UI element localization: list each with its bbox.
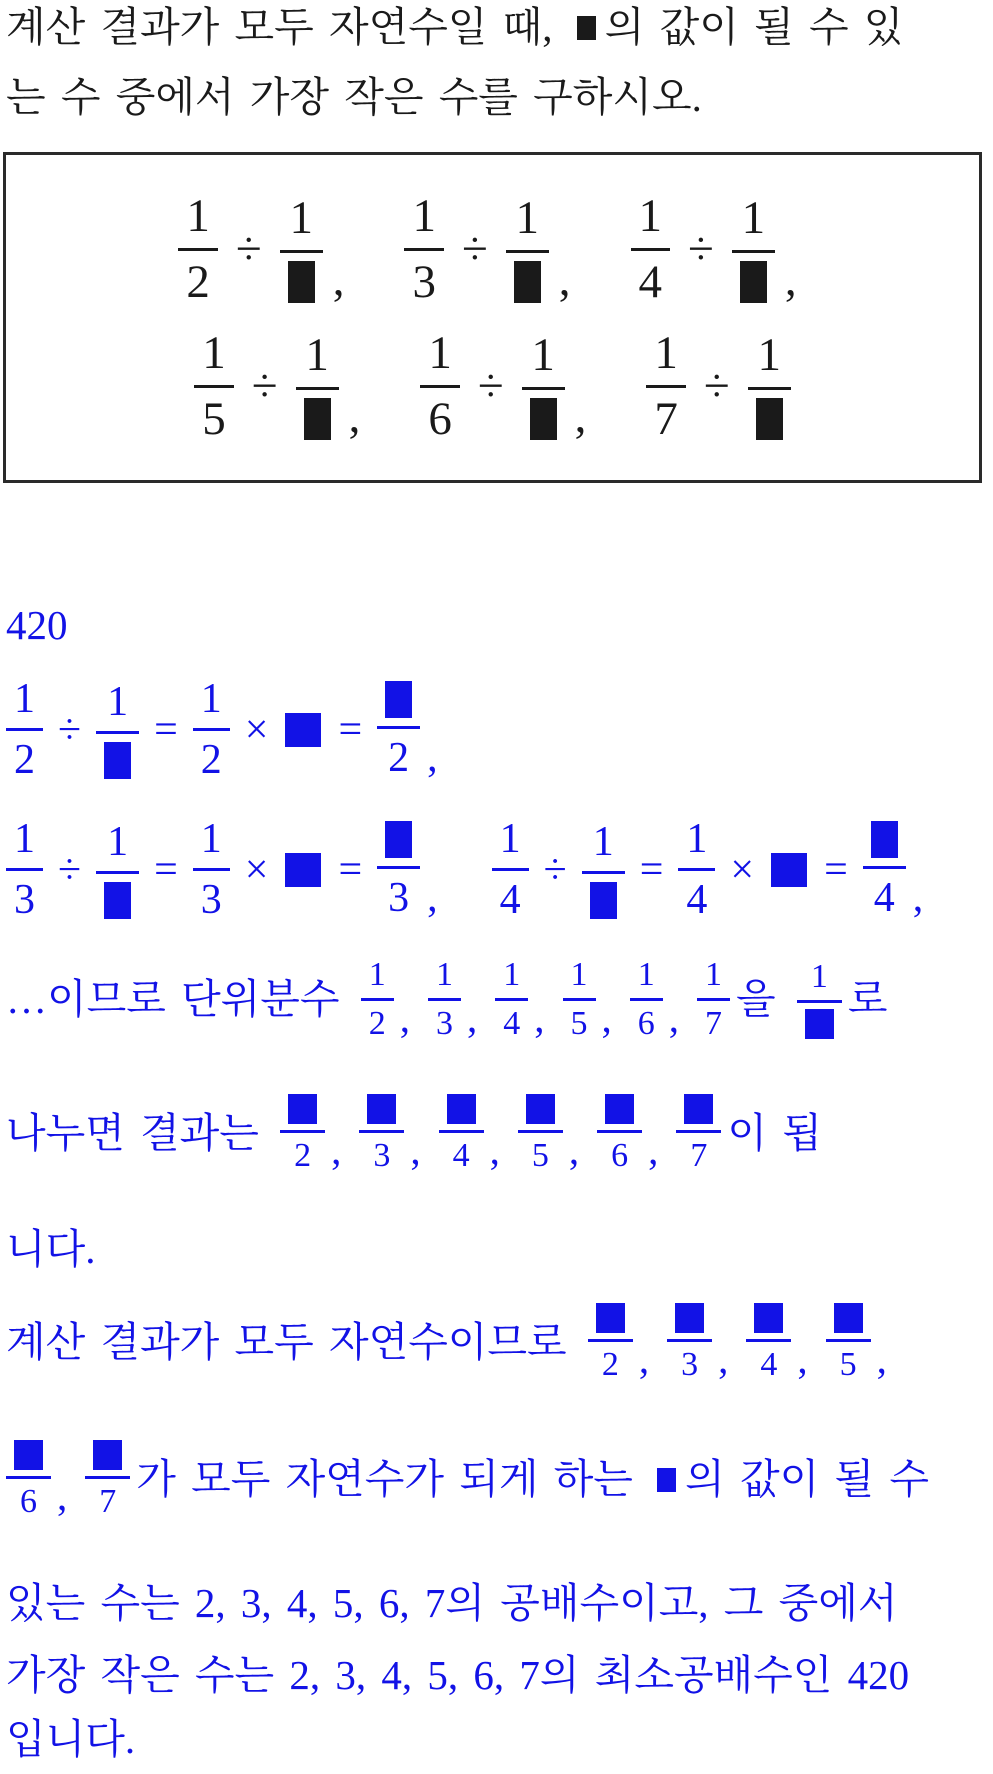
fraction-denominator: 2 <box>186 255 210 308</box>
filled-square <box>288 1094 317 1124</box>
divide-operator: ÷ <box>543 846 567 893</box>
fraction-numerator: 1 <box>654 326 678 379</box>
fraction <box>85 1440 130 1519</box>
solution-line-3 <box>6 1224 95 1275</box>
fraction-denominator <box>732 261 775 303</box>
comma: , <box>601 995 612 1041</box>
solution-text: 가장 작은 수는 2, 3, 4, 5, 6, 7의 최소공배수인 420 <box>6 1652 910 1698</box>
fraction <box>678 818 715 921</box>
equals-operator: = <box>338 846 363 893</box>
answer-value <box>6 600 68 651</box>
text-run: 의 값이 될 수 <box>685 1455 929 1502</box>
fraction-denominator: 3 <box>14 877 35 923</box>
fraction-bar <box>280 1130 325 1133</box>
fraction-denominator: 6 <box>611 1137 629 1174</box>
fraction-denominator: 7 <box>705 1005 722 1042</box>
filled-square <box>367 1094 396 1124</box>
fraction-numerator: 1 <box>200 676 222 722</box>
comma: , <box>427 735 438 781</box>
filled-square <box>590 882 617 919</box>
solution-equation-2 <box>6 818 933 921</box>
fraction-bar <box>194 385 234 388</box>
expression-row-1 <box>178 189 806 308</box>
fraction <box>96 678 139 779</box>
fraction-numerator <box>439 1094 484 1124</box>
fraction <box>377 821 420 919</box>
fraction-numerator: 1 <box>515 192 540 244</box>
fraction <box>748 329 791 440</box>
fraction-bar <box>678 868 715 871</box>
fraction-numerator: 1 <box>686 816 708 862</box>
fraction <box>667 1303 712 1382</box>
text-run: 로 <box>847 975 888 1022</box>
problem-line-1 <box>6 2 903 53</box>
fraction-denominator: 3 <box>681 1346 699 1383</box>
solution-line-7 <box>6 1650 909 1701</box>
solution-line-5 <box>6 1440 929 1519</box>
fraction-denominator <box>506 261 549 303</box>
fraction-bar <box>588 1339 633 1342</box>
fraction-numerator: 1 <box>202 326 226 379</box>
solution-equation-1 <box>6 678 448 781</box>
fraction-numerator: 1 <box>186 189 210 242</box>
fraction-bar <box>667 1339 712 1342</box>
comma: , <box>399 995 410 1041</box>
fraction-bar <box>746 1339 791 1342</box>
filled-square <box>104 882 131 919</box>
comma: , <box>668 995 679 1041</box>
spacer <box>606 386 636 387</box>
fraction-denominator: 4 <box>452 1137 470 1174</box>
fraction <box>522 329 565 440</box>
solution-text: 니다. <box>6 1226 96 1272</box>
equals-operator: = <box>154 846 178 893</box>
fraction-denominator: 3 <box>373 1137 391 1174</box>
fraction <box>439 1094 484 1173</box>
fraction-bar <box>280 250 323 253</box>
fraction-numerator <box>518 1094 563 1124</box>
fraction-denominator: 3 <box>388 874 410 921</box>
comma: , <box>427 875 438 921</box>
divide-operator: ÷ <box>688 222 714 275</box>
text-run: 나누면 결과는 <box>6 1109 275 1156</box>
comma: , <box>332 253 345 306</box>
fraction-numerator: 1 <box>107 818 129 865</box>
comma: , <box>568 1127 580 1173</box>
fraction <box>563 958 596 1041</box>
fraction-denominator: 2 <box>14 737 35 783</box>
fraction <box>732 192 775 303</box>
fraction <box>676 1094 721 1173</box>
expression-box <box>3 152 982 483</box>
fraction <box>96 818 139 919</box>
text-run: 계산 결과가 모두 자연수일 때, <box>6 4 568 50</box>
fraction <box>6 678 43 781</box>
fraction-numerator: 1 <box>368 956 386 993</box>
fraction-numerator: 1 <box>503 956 521 993</box>
fraction-numerator: 1 <box>637 956 655 993</box>
fraction <box>630 958 663 1041</box>
fraction <box>6 818 43 921</box>
fraction <box>361 958 394 1041</box>
fraction-bar <box>697 998 730 1001</box>
filled-square <box>385 821 412 858</box>
fraction-bar <box>96 731 139 734</box>
fraction <box>194 326 234 445</box>
comma: , <box>912 875 924 921</box>
fraction <box>746 1303 791 1382</box>
divide-operator: ÷ <box>703 359 730 412</box>
equals-operator: = <box>154 706 178 753</box>
fraction-numerator: 1 <box>757 329 781 381</box>
comma: , <box>410 1127 421 1173</box>
fraction <box>697 958 730 1041</box>
filled-square <box>104 742 131 779</box>
fraction <box>588 1303 633 1382</box>
filled-square <box>304 398 331 440</box>
fraction <box>178 189 218 308</box>
solution-text: 있는 수는 2, 3, 4, 5, 6, 7의 공배수이고, 그 중에서 <box>6 1580 898 1626</box>
comma: , <box>718 1336 729 1382</box>
fraction-denominator: 2 <box>200 737 222 783</box>
answer-text: 420 <box>6 602 68 648</box>
fraction-denominator <box>296 398 339 440</box>
filled-square <box>514 261 541 303</box>
text-run: 을 <box>736 975 791 1022</box>
fraction <box>193 818 230 921</box>
fraction-numerator: 1 <box>107 678 129 725</box>
fraction-denominator <box>522 398 565 440</box>
divide-operator: ÷ <box>58 846 82 893</box>
filled-square <box>740 261 767 303</box>
fraction-denominator: 5 <box>531 1137 549 1174</box>
fraction-numerator: 1 <box>289 192 313 244</box>
fraction-numerator: 1 <box>592 818 614 865</box>
comma: , <box>784 253 797 306</box>
text-run: 이 됩 <box>727 1109 822 1156</box>
equals-operator: = <box>639 846 664 893</box>
fraction-bar <box>495 998 528 1001</box>
fraction-numerator: 1 <box>570 956 588 993</box>
comma: , <box>489 1127 500 1173</box>
fraction-numerator <box>667 1303 712 1333</box>
equals-operator: = <box>824 846 848 893</box>
fraction-numerator <box>359 1094 404 1124</box>
fraction-bar <box>797 1000 842 1003</box>
fraction <box>404 189 444 308</box>
fraction <box>359 1094 404 1173</box>
fraction-bar <box>646 385 686 388</box>
equals-operator: = <box>338 706 363 753</box>
comma: , <box>558 253 571 306</box>
fraction-bar <box>506 250 549 253</box>
spacer <box>455 869 485 870</box>
fraction-bar <box>826 1339 871 1342</box>
fraction <box>193 678 230 781</box>
problem-text: 는 수 중에서 가장 작은 수를 구하시오. <box>6 74 702 120</box>
fraction-numerator <box>676 1094 721 1124</box>
filled-square <box>771 853 807 887</box>
fraction-denominator: 7 <box>654 392 678 445</box>
solution-line-2 <box>6 1094 822 1173</box>
fraction-numerator <box>863 821 906 858</box>
filled-square <box>834 1303 863 1333</box>
filled-square <box>285 853 321 887</box>
fraction-numerator <box>588 1303 633 1333</box>
multiply-operator: × <box>730 846 755 893</box>
fraction-numerator: 1 <box>200 816 222 862</box>
fraction-denominator <box>280 261 323 303</box>
fraction-denominator: 6 <box>637 1005 655 1042</box>
problem-line-2 <box>6 72 702 123</box>
fraction-bar <box>732 250 775 253</box>
fraction-bar <box>522 387 565 390</box>
filled-square <box>288 261 315 303</box>
fraction <box>863 821 906 919</box>
fraction-denominator: 4 <box>638 255 663 308</box>
fraction-bar <box>748 387 791 390</box>
fraction <box>280 1094 325 1173</box>
comma: , <box>534 995 545 1041</box>
filled-square <box>526 1094 555 1124</box>
fraction-bar <box>676 1130 721 1133</box>
fraction-bar <box>96 871 139 874</box>
fraction-bar <box>6 868 43 871</box>
fraction-denominator: 3 <box>436 1005 453 1042</box>
fraction-numerator <box>826 1303 871 1333</box>
text-run: 의 값이 될 수 있 <box>604 4 904 50</box>
comma: , <box>574 390 587 443</box>
fraction <box>495 958 528 1041</box>
fraction-numerator: 1 <box>638 189 663 242</box>
fraction <box>826 1303 871 1382</box>
fraction-denominator <box>96 742 139 779</box>
fraction-denominator: 7 <box>690 1137 708 1174</box>
fraction-bar <box>582 871 625 874</box>
fraction-numerator: 1 <box>428 326 452 379</box>
fraction-bar <box>420 385 460 388</box>
fraction-denominator: 5 <box>839 1346 857 1383</box>
fraction-denominator <box>797 1009 842 1039</box>
comma: , <box>331 1127 342 1173</box>
fraction-denominator <box>582 882 625 919</box>
divide-operator: ÷ <box>235 222 262 275</box>
fraction <box>428 958 461 1041</box>
fraction-denominator: 3 <box>200 877 222 923</box>
filled-square <box>754 1303 783 1333</box>
filled-square <box>285 713 321 747</box>
expression-row-2 <box>194 326 790 445</box>
fraction-numerator: 1 <box>741 192 766 244</box>
fraction-bar <box>193 728 230 731</box>
fraction-denominator: 5 <box>202 392 226 445</box>
fraction-bar <box>492 868 529 871</box>
fraction-denominator: 4 <box>686 877 708 923</box>
solution-line-8 <box>6 1714 135 1765</box>
comma: , <box>638 1336 650 1382</box>
fraction <box>377 681 420 779</box>
fraction-bar <box>377 726 420 729</box>
multiply-operator: × <box>244 706 269 753</box>
spacer <box>591 249 621 250</box>
filled-square <box>805 1009 834 1039</box>
comma: , <box>57 1473 68 1519</box>
fraction-numerator: 1 <box>499 816 521 862</box>
fraction-numerator: 1 <box>810 958 828 995</box>
solution-text: 입니다. <box>6 1716 136 1762</box>
fraction-denominator: 4 <box>499 877 521 923</box>
fraction-denominator: 7 <box>99 1483 117 1520</box>
fraction <box>518 1094 563 1173</box>
fraction <box>420 326 460 445</box>
comma: , <box>348 390 361 443</box>
fraction-bar <box>597 1130 642 1133</box>
divide-operator: ÷ <box>477 359 504 412</box>
filled-square <box>530 398 557 440</box>
fraction <box>646 326 686 445</box>
text-run: 가 모두 자연수가 되게 하는 <box>136 1455 649 1502</box>
fraction-denominator: 6 <box>428 392 452 445</box>
comma: , <box>797 1336 808 1382</box>
filled-square <box>657 1468 676 1492</box>
fraction-bar <box>428 998 461 1001</box>
fraction-bar <box>193 868 230 871</box>
fraction-numerator: 1 <box>436 956 453 993</box>
fraction-bar <box>6 1476 51 1479</box>
spacer <box>380 386 410 387</box>
fraction-bar <box>518 1130 563 1133</box>
filled-square <box>447 1094 476 1124</box>
fraction <box>631 189 671 308</box>
fraction <box>582 818 625 919</box>
fraction-bar <box>404 248 444 251</box>
filled-square <box>577 16 596 40</box>
filled-square <box>684 1094 713 1124</box>
fraction-bar <box>439 1130 484 1133</box>
fraction-numerator: 1 <box>14 816 35 862</box>
fraction <box>280 192 323 303</box>
fraction-bar <box>863 866 906 869</box>
fraction-denominator <box>748 398 791 440</box>
fraction-bar <box>630 998 663 1001</box>
divide-operator: ÷ <box>251 359 278 412</box>
fraction <box>597 1094 642 1173</box>
filled-square <box>385 681 412 718</box>
fraction-denominator: 5 <box>570 1005 588 1042</box>
fraction-numerator <box>377 681 420 718</box>
fraction-bar <box>361 998 394 1001</box>
fraction <box>6 1440 51 1519</box>
fraction-numerator: 1 <box>412 189 436 242</box>
fraction-bar <box>6 728 43 731</box>
fraction-numerator <box>280 1094 325 1124</box>
filled-square <box>871 821 898 858</box>
fraction-bar <box>563 998 596 1001</box>
text-run: …이므로 단위분수 <box>6 975 355 1022</box>
fraction-numerator <box>377 821 420 858</box>
fraction <box>296 329 339 440</box>
fraction-denominator: 2 <box>388 734 410 781</box>
fraction <box>797 960 842 1039</box>
fraction-denominator: 4 <box>873 874 895 921</box>
fraction-denominator: 3 <box>412 255 436 308</box>
fraction-numerator: 1 <box>705 956 722 993</box>
fraction-denominator: 4 <box>503 1005 521 1042</box>
fraction-bar <box>85 1476 130 1479</box>
fraction-numerator <box>746 1303 791 1333</box>
fraction-denominator: 6 <box>20 1483 37 1520</box>
divide-operator: ÷ <box>461 222 488 275</box>
filled-square <box>605 1094 634 1124</box>
fraction-numerator: 1 <box>14 676 35 722</box>
solution-line-6 <box>6 1578 897 1629</box>
comma: , <box>467 995 478 1041</box>
spacer <box>364 249 394 250</box>
filled-square <box>596 1303 625 1333</box>
fraction-numerator <box>6 1440 51 1470</box>
fraction-numerator: 1 <box>305 329 329 381</box>
fraction <box>506 192 549 303</box>
fraction-denominator: 2 <box>368 1005 386 1042</box>
fraction-bar <box>377 866 420 869</box>
filled-square <box>675 1303 704 1333</box>
text-run: 계산 결과가 모두 자연수이므로 <box>6 1318 582 1365</box>
fraction-denominator <box>96 882 139 919</box>
fraction-denominator: 4 <box>760 1346 778 1383</box>
fraction-numerator <box>597 1094 642 1124</box>
fraction-numerator: 1 <box>531 329 555 381</box>
fraction-bar <box>178 248 218 251</box>
comma: , <box>648 1127 659 1173</box>
fraction-bar <box>631 248 671 251</box>
fraction-denominator: 2 <box>601 1346 619 1383</box>
fraction-denominator: 2 <box>294 1137 312 1174</box>
solution-line-1 <box>6 958 887 1041</box>
fraction <box>492 818 529 921</box>
fraction-numerator <box>85 1440 130 1470</box>
filled-square <box>93 1440 122 1470</box>
fraction-bar <box>359 1130 404 1133</box>
multiply-operator: × <box>244 846 269 893</box>
fraction-bar <box>296 387 339 390</box>
filled-square <box>14 1440 43 1470</box>
filled-square <box>756 398 783 440</box>
solution-line-4 <box>6 1303 899 1382</box>
divide-operator: ÷ <box>58 706 82 753</box>
comma: , <box>876 1336 887 1382</box>
